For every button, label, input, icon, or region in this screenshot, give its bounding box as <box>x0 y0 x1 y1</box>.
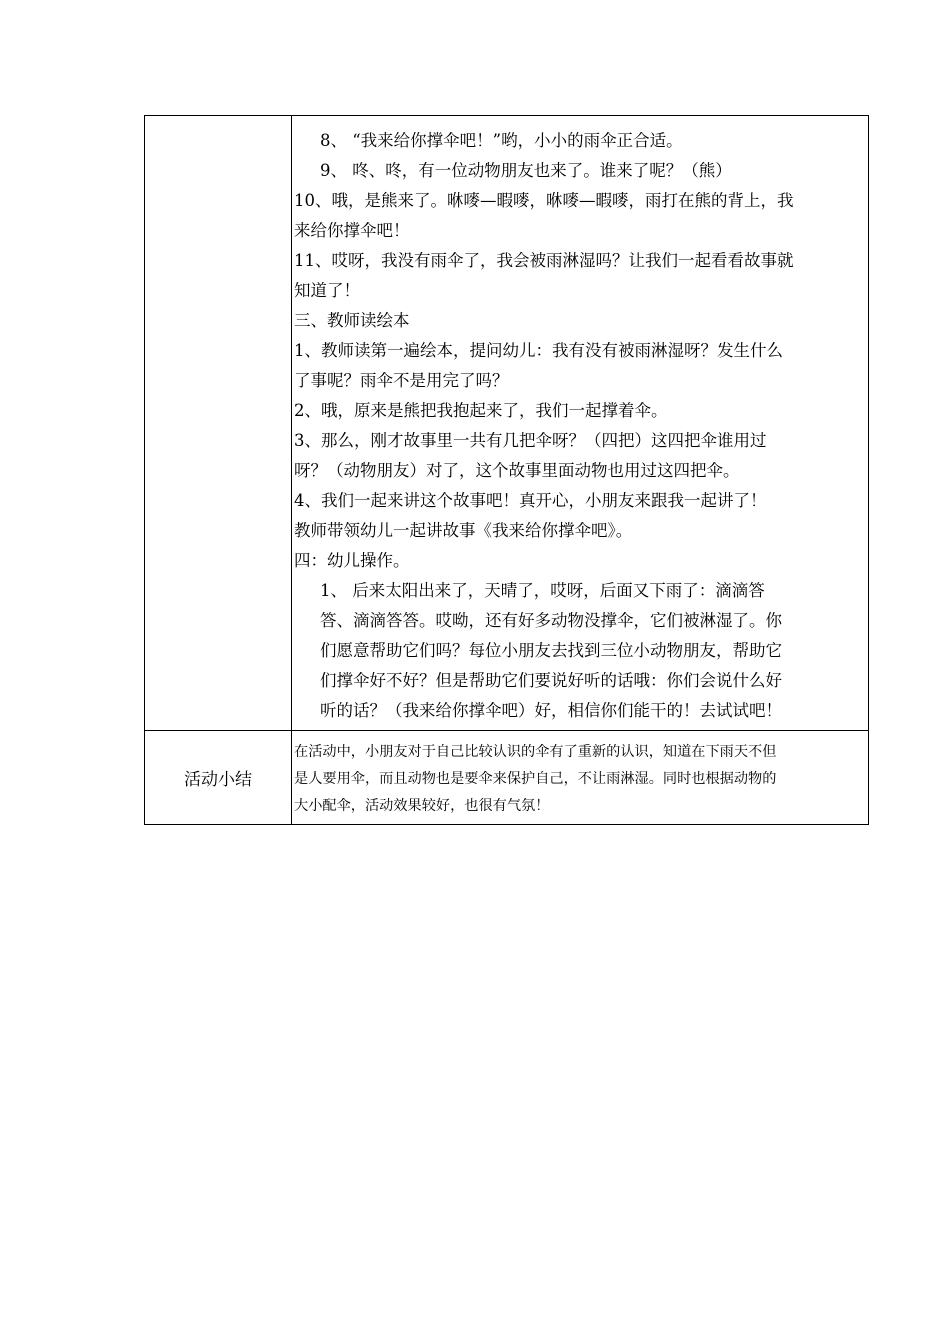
step-line: 10、哦，是熊来了。咻嘜—暇嘜，咻嘜—暇嘜，雨打在熊的背上，我 <box>294 191 794 210</box>
activity-row <box>145 116 869 731</box>
step-line: 3、那么，刚才故事里一共有几把伞呀？（四把）这四把伞谁用过 <box>294 431 767 450</box>
step-line: 听的话？（我来给你撑伞吧）好，相信你们能干的！去试试吧！ <box>320 701 782 720</box>
step-line: 教师带领幼儿一起讲故事《我来给你撑伞吧》。 <box>294 521 633 540</box>
step-line: 答、滴滴答答。哎呦，还有好多动物没撑伞，它们被淋湿了。你 <box>320 611 782 630</box>
step-line: 1、教师读第一遍绘本，提问幼儿：我有没有被雨淋湿呀？发生什么 <box>294 341 783 360</box>
summary-label: 活动小结 <box>145 731 292 825</box>
summary-line: 大小配伞，活动效果较好，也很有气氛！ <box>294 798 550 814</box>
step-line: 们撑伞好不好？但是帮助它们要说好听的话哦：你们会说什么好 <box>320 671 782 690</box>
activity-label-cell <box>145 116 292 731</box>
step-line: 知道了！ <box>294 281 360 300</box>
step-line: 了事呢？雨伞不是用完了吗？ <box>294 371 509 390</box>
lesson-plan-table <box>144 115 869 825</box>
activity-content-cell <box>292 116 869 731</box>
section-heading: 三、教师读绘本 <box>294 311 410 330</box>
step-line: 来给你撑伞吧！ <box>294 221 410 240</box>
step-line: 8、 “我来给你撑伞吧！”哟，小小的雨伞正合适。 <box>320 131 683 150</box>
section-heading: 四：幼儿操作。 <box>294 551 410 570</box>
step-line: 1、 后来太阳出来了，天晴了，哎呀，后面又下雨了：滴滴答 <box>320 581 765 600</box>
step-line: 呀？（动物朋友）对了，这个故事里面动物也用过这四把伞。 <box>294 461 740 480</box>
summary-text <box>292 731 868 824</box>
summary-line: 是人要用伞，而且动物也是要伞来保护自己，不让雨淋湿。同时也根据动物的 <box>294 771 777 787</box>
step-line: 11、哎呀，我没有雨伞了，我会被雨淋湿吗？让我们一起看看故事就 <box>294 251 794 270</box>
step-line: 9、 咚、咚，有一位动物朋友也来了。谁来了呢？（熊） <box>320 161 732 180</box>
step-line: 2、哦，原来是熊把我抱起来了，我们一起撑着伞。 <box>294 401 668 420</box>
activity-process-text <box>292 116 868 730</box>
step-line: 们愿意帮助它们吗？每位小朋友去找到三位小动物朋友，帮助它 <box>320 641 782 660</box>
step-line: 4、我们一起来讲这个故事吧！真开心，小朋友来跟我一起讲了！ <box>294 491 767 510</box>
summary-line: 在活动中，小朋友对于自己比较认识的伞有了重新的认识，知道在下雨天不但 <box>294 744 777 760</box>
summary-content-cell <box>292 731 869 825</box>
summary-row <box>145 731 869 825</box>
